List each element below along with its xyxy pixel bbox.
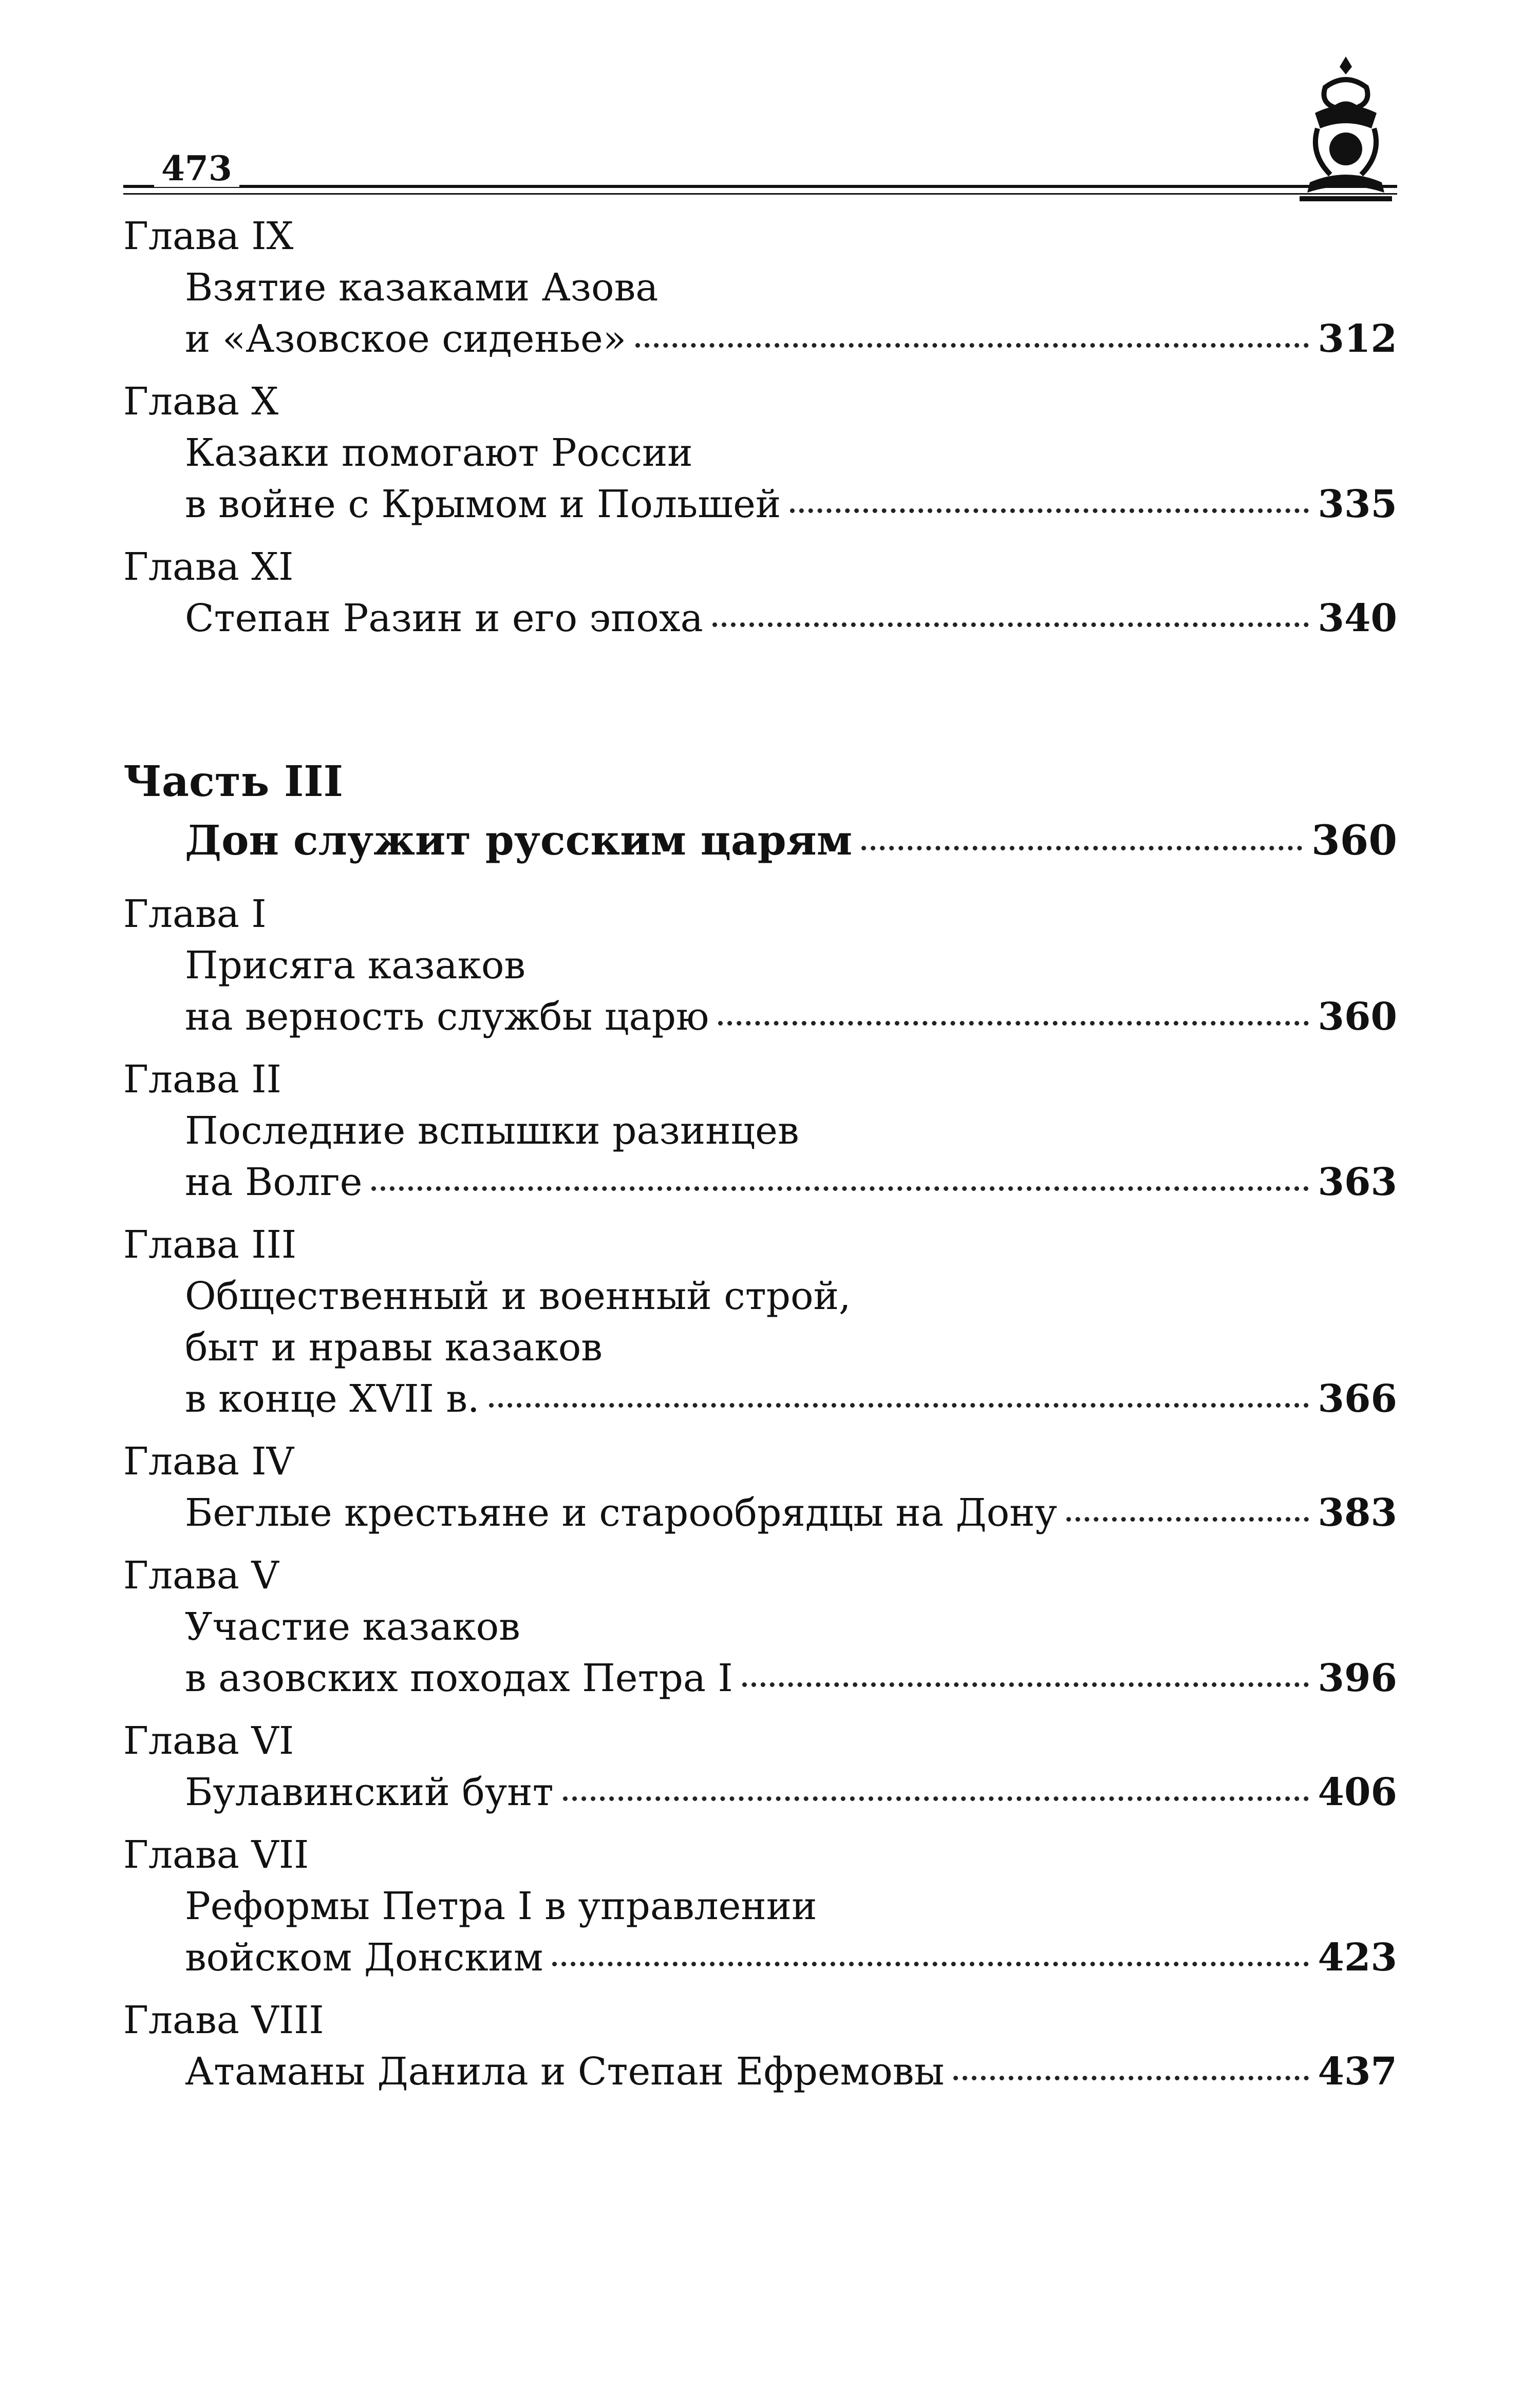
chapter-title-line: Последние вспышки разинцев — [185, 1109, 799, 1153]
chapter-entry-line — [123, 479, 1397, 530]
chapter-title: в азовских походах Петра I — [185, 1656, 733, 1700]
dot-leader — [489, 1403, 1309, 1408]
chapter-entry-line — [123, 593, 1397, 644]
chapter-title: и «Азовское сиденье» — [185, 317, 627, 361]
chapter-title-line: Казаки помогают России — [185, 431, 693, 475]
chapter-page-number: 335 — [1318, 482, 1397, 526]
dot-leader — [790, 508, 1308, 513]
chapters-list — [123, 888, 1397, 2097]
chapter-entry-line — [123, 1932, 1397, 1983]
dot-leader — [712, 622, 1309, 627]
dot-leader — [635, 343, 1308, 348]
toc-entry — [123, 541, 1397, 644]
table-of-contents — [123, 211, 1397, 2109]
chapter-page-number: 340 — [1318, 596, 1397, 640]
chapter-entry-line — [123, 1653, 1397, 1704]
chapter-label: Глава XI — [123, 545, 294, 589]
chapter-title-line: быт и нравы казаков — [185, 1325, 603, 1370]
dot-leader — [861, 846, 1302, 850]
chapter-label: Глава V — [123, 1553, 279, 1598]
toc-entry — [123, 211, 1397, 365]
chapter-entry-line — [123, 2046, 1397, 2097]
toc-entry — [123, 888, 1397, 1042]
part-page-number: 360 — [1311, 816, 1397, 864]
chapter-page-number: 423 — [1318, 1936, 1397, 1980]
chapter-entry-line — [123, 1156, 1397, 1208]
chapter-entry-line — [123, 1373, 1397, 1425]
toc-entry — [123, 1715, 1397, 1818]
chapter-label: Глава X — [123, 380, 279, 424]
chapter-title: Степан Разин и его эпоха — [185, 596, 703, 640]
chapter-title: Атаманы Данила и Степан Ефремовы — [185, 2050, 945, 2094]
chapter-label: Глава I — [123, 892, 267, 936]
part-title-line — [123, 811, 1397, 869]
chapter-label: Глава VII — [123, 1833, 309, 1877]
chapter-page-number: 363 — [1318, 1160, 1397, 1204]
part-heading — [123, 752, 1397, 869]
chapter-title: Беглые крестьяне и старообрядцы на Дону — [185, 1491, 1058, 1535]
dot-leader — [552, 1962, 1308, 1966]
part-title: Дон служит русским царям — [185, 816, 853, 864]
toc-entry — [123, 1550, 1397, 1704]
chapter-page-number: 366 — [1318, 1377, 1397, 1421]
chapter-page-number: 312 — [1318, 317, 1397, 361]
chapter-page-number: 437 — [1318, 2050, 1397, 2094]
part-label: Часть III — [123, 757, 344, 806]
chapter-label: Глава VI — [123, 1719, 294, 1763]
chapter-title-line: Общественный и военный строй, — [185, 1274, 851, 1318]
chapter-page-number: 396 — [1318, 1656, 1397, 1700]
chapter-entry-line — [123, 313, 1397, 365]
toc-entry — [123, 1995, 1397, 2097]
dot-leader — [371, 1186, 1308, 1191]
chapter-title: на Волге — [185, 1160, 363, 1204]
chapter-title: в войне с Крымом и Польшей — [185, 482, 781, 526]
chapter-label: Глава III — [123, 1223, 297, 1267]
chapter-page-number: 406 — [1318, 1770, 1397, 1814]
dot-leader — [718, 1021, 1308, 1026]
dot-leader — [563, 1796, 1309, 1801]
page-number: 473 — [154, 150, 239, 187]
chapter-page-number: 383 — [1318, 1491, 1397, 1535]
toc-entry — [123, 1436, 1397, 1539]
chapter-title: на верность службы царю — [185, 995, 709, 1039]
toc-entry — [123, 376, 1397, 530]
chapter-label: Глава VIII — [123, 1998, 324, 2042]
toc-entry — [123, 1219, 1397, 1425]
dot-leader — [742, 1682, 1309, 1687]
toc-entry — [123, 1829, 1397, 1983]
chapter-title-line: Присяга казаков — [185, 943, 526, 988]
chapter-entry-line — [123, 1767, 1397, 1818]
chapter-title-line: Участие казаков — [185, 1605, 520, 1649]
header-rule — [123, 185, 1397, 188]
chapter-title: в конце XVII в. — [185, 1377, 480, 1421]
page-header — [123, 148, 1397, 195]
toc-entry — [123, 1054, 1397, 1208]
chapter-label: Глава IV — [123, 1439, 294, 1484]
dot-leader — [953, 2076, 1308, 2080]
chapter-label: Глава II — [123, 1057, 281, 1102]
chapter-title-line: Взятие казаками Азова — [185, 266, 659, 310]
chapter-entry-line — [123, 991, 1397, 1042]
chapters-list — [123, 211, 1397, 644]
chapter-label: Глава IX — [123, 214, 294, 258]
ornament-icon — [1294, 51, 1397, 205]
chapter-title-line: Реформы Петра I в управлении — [185, 1884, 817, 1928]
chapter-title: Булавинский бунт — [185, 1770, 554, 1814]
header-rule-thin — [123, 193, 1397, 195]
chapter-entry-line — [123, 1487, 1397, 1539]
chapter-title: войском Донским — [185, 1936, 543, 1980]
dot-leader — [1066, 1517, 1308, 1522]
chapter-page-number: 360 — [1318, 995, 1397, 1039]
